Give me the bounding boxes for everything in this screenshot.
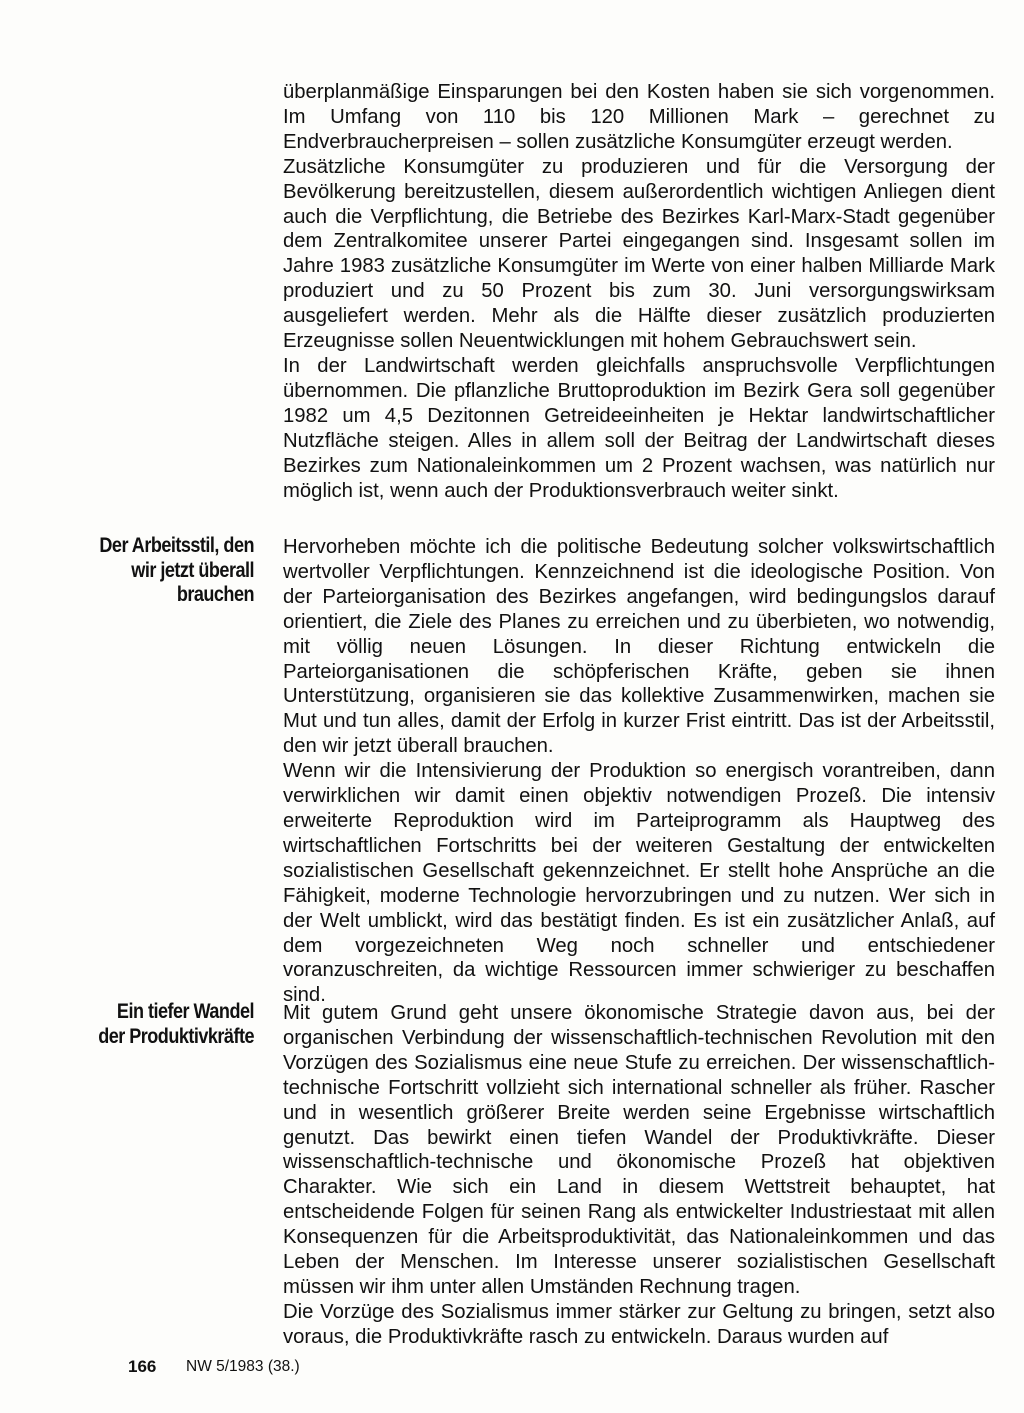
side-heading-arbeitsstil: Der Arbeitsstil, den wir jetzt überall brauchen: [99, 534, 255, 606]
side-heading-produktivkraefte: Ein tiefer Wandel der Produktivkräfte: [98, 1000, 254, 1048]
paragraph: Mit gutem Grund geht unsere ökonomische Strategie davon aus, bei der organischen Verbindung der wissenschaftlich-technischen Revolution mit den Vorzügen des Sozialismus eine neue Stufe zu erreichen. Der wissenschaftlich-technische Fortschritt vollzieht sich international schneller als früher. Rascher und in wesentlich größerer Breite werden seine Ergebnisse wirtschaftlich genutzt. Das bewirkt einen tiefen Wandel der Produktivkräfte. Dieser wissenschaftlich-technische und ökonomische Prozeß hat objektiven Charakter. Wie sich ein Land in diesem Wettstreit behauptet, hat entscheidende Folgen für seinen Rang als entwickelter Industriestaat mit allen Konsequenzen für die Arbeitsproduktivität, das Nationaleinkommen und das Leben der Menschen. Im Interesse unserer sozialistischen Gesellschaft müssen wir ihm unter allen Umständen Rechnung tragen.: [283, 1002, 995, 1298]
page-number: 166: [128, 1357, 157, 1376]
paragraph: überplanmäßige Einsparungen bei den Kosten haben sie sich vorgenommen. Im Umfang von 110 bis 120 Millionen Mark – gerechnet zu Endverbraucherpreisen – sollen zusätzliche Konsumgüter erzeugt werden.: [283, 81, 995, 153]
paragraph: Hervorheben möchte ich die politische Bedeutung solcher volkswirtschaftlich wertvoller Verpflichtungen. Kennzeichnend ist die ideologische Position. Von der Parteiorganisation des Bezirkes angefangen, wird bedingungslos darauf orientiert, die Ziele des Planes zu erreichen und zu überbieten, wo notwendig, mit völlig neuen Lösungen. In dieser Richtung entwickeln die Parteiorganisationen die schöpferischen Kräfte, geben sie ihnen Unterstützung, organisieren sie das kollektive Zusammenwirken, machen sie Mut und tun alles, damit der Erfolg in kurzer Frist eintritt. Das ist der Arbeitsstil, den wir jetzt überall brauchen.: [283, 536, 995, 758]
paragraph: Die Vorzüge des Sozialismus immer stärker zur Geltung zu bringen, setzt also voraus, die Produktivkräfte rasch zu entwickeln. Daraus wurden auf: [283, 1300, 995, 1348]
section-3-body: [283, 1001, 995, 1350]
section-1-body: [283, 80, 995, 503]
paragraph: Zusätzliche Konsumgüter zu produzieren und für die Versorgung der Bevölkerung bereitzustellen, diesem außerordentlich wichtigen Anliegen dient auch die Verpflichtung, die Betriebe des Bezirkes Karl-Marx-Stadt gegenüber dem Zentralkomitee unserer Partei eingegangen sind. Insgesamt sollen im Jahre 1983 zusätzliche Konsumgüter im Werte von einer halben Milliarde Mark produziert und zu 50 Prozent bis zum 30. Juni versorgungswirksam ausgeliefert werden. Mehr als die Hälfte dieser zusätzlich produzierten Erzeugnisse sollen Neuentwicklungen mit hohem Gebrauchswert sein.: [283, 155, 995, 353]
issue-reference: NW 5/1983 (38.): [186, 1358, 300, 1375]
section-2-body: [283, 535, 995, 1008]
paragraph: Wenn wir die Intensivierung der Produktion so energisch vorantreiben, dann verwirklichen wir damit einen objektiv notwendigen Prozeß. Die intensiv erweiterte Reproduktion wird im Parteiprogramm als Hauptweg des wirtschaftlichen Fortschritts bei der weiteren Gestaltung der entwickelten sozialistischen Gesellschaft gekennzeichnet. Er stellt hohe Ansprüche an die Fähigkeit, moderne Technologie hervorzubringen und zu nutzen. Wer sich in der Welt umblickt, wird das bestätigt finden. Es ist ein zusätzlicher Anlaß, auf dem vorgezeichneten Weg noch schneller und entschiedener voranzuschreiten, da wichtige Ressourcen immer schwieriger zu beschaffen sind.: [283, 760, 995, 1007]
paragraph: In der Landwirtschaft werden gleichfalls anspruchsvolle Verpflichtungen übernommen. Die pflanzliche Bruttoproduktion im Bezirk Gera soll gegenüber 1982 um 4,5 Dezitonnen Getreideeinheiten je Hektar landwirtschaftlicher Nutzfläche steigen. Alles in allem soll der Beitrag der Landwirtschaft dieses Bezirkes zum Nationaleinkommen um 2 Prozent wachsen, was natürlich nur möglich ist, wenn auch der Produktionsverbrauch weiter sinkt.: [283, 354, 995, 502]
